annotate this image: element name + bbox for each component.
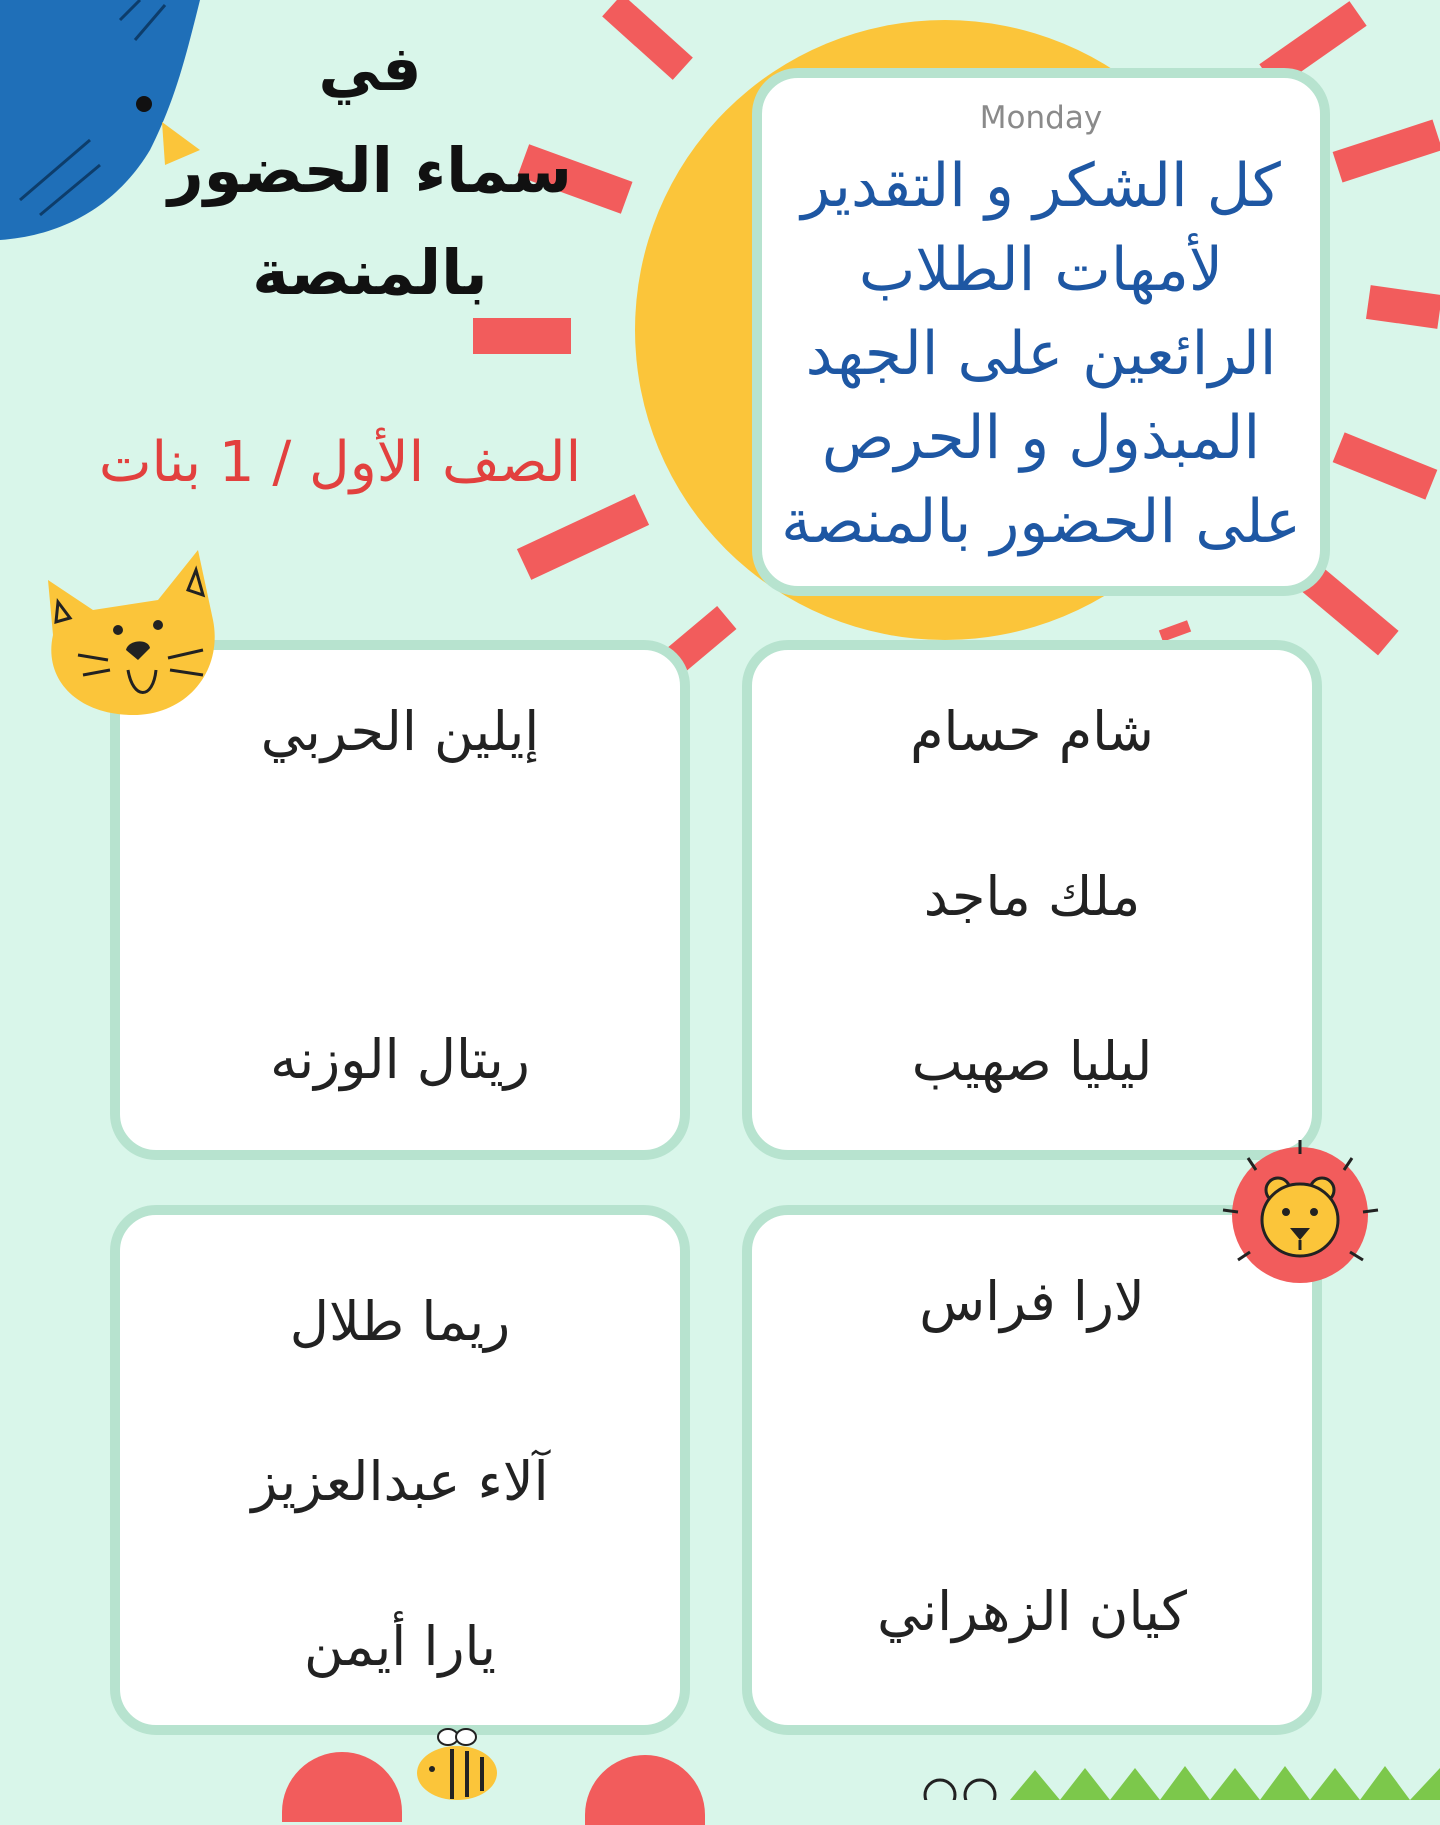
page-title [150, 18, 590, 324]
name-box-top-right [742, 640, 1322, 1160]
bee-icon [412, 1725, 502, 1800]
class-label: الصف الأول / 1 بنات [98, 430, 582, 495]
student-name: ريتال الوزنه [270, 1028, 530, 1091]
thanks-line: على الحضور بالمنصة [781, 487, 1301, 557]
cat-icon [38, 540, 228, 720]
thanks-line: الرائعين على الجهد [805, 319, 1277, 389]
student-name: كيان الزهراني [877, 1580, 1187, 1643]
thanks-message [772, 144, 1310, 564]
day-label: Monday [979, 100, 1103, 136]
thanks-card [752, 68, 1330, 596]
student-name: يارا أيمن [303, 1615, 497, 1678]
title-line-1: في [318, 32, 422, 105]
name-box-bottom-left [110, 1205, 690, 1735]
title-line-2: سماء الحضور [168, 134, 572, 207]
thanks-line: كل الشكر و التقدير [801, 151, 1281, 221]
student-name: شام حسام [910, 700, 1154, 763]
student-name: ريما طلال [289, 1290, 511, 1353]
creature-eyes-icon [915, 1775, 1005, 1800]
grass-icon [1010, 1760, 1440, 1800]
student-name: ملك ماجد [923, 865, 1141, 928]
student-name: آلاء عبدالعزيز [251, 1450, 549, 1513]
student-name: ليليا صهيب [911, 1030, 1153, 1093]
student-name: لارا فراس [919, 1270, 1145, 1333]
thanks-line: المبذول و الحرص [821, 403, 1261, 473]
thanks-line: لأمهات الطلاب [858, 235, 1224, 305]
title-line-3: بالمنصة [252, 236, 488, 309]
student-name: إيلين الحربي [260, 700, 540, 763]
lion-icon [1218, 1140, 1383, 1290]
